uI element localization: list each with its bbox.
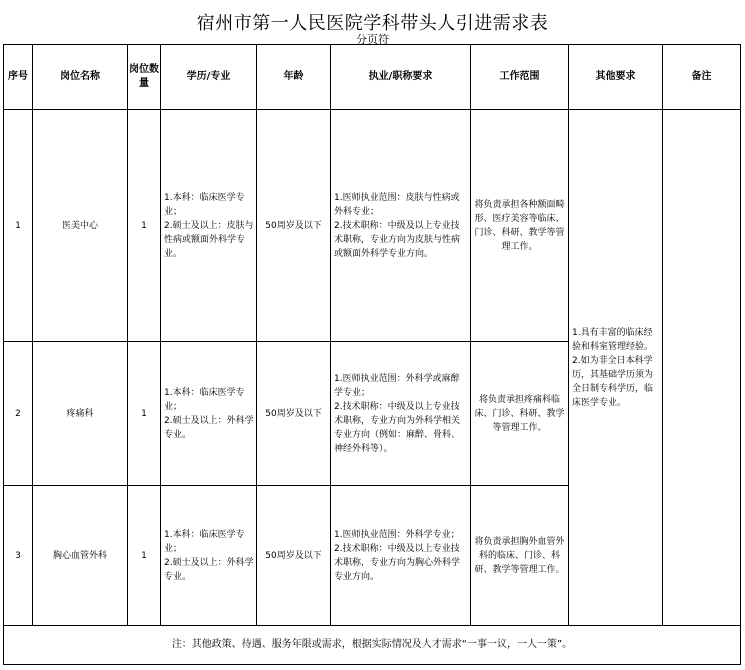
row-age: 50周岁及以下 (257, 342, 331, 486)
header-index: 序号 (4, 45, 33, 110)
cell-line: 1.医师执业范围：皮肤与性病或外科专业； (334, 192, 460, 217)
cell-line: 1.具有丰富的临床经验和科室管理经验。 (572, 327, 654, 352)
row-position: 疼痛科 (33, 342, 128, 486)
cell-line: 2.硕士及以上：外科学专业。 (164, 557, 254, 582)
page-title: 宿州市第一人民医院学科带头人引进需求表 (196, 13, 549, 34)
cell-line: 1.本科：临床医学专业； (164, 192, 245, 217)
row-scope: 将负责承担疼痛科临床、门诊、科研、教学等管理工作。 (471, 342, 569, 486)
cell-line: 2.硕士及以上：外科学专业。 (164, 415, 254, 440)
header-education: 学历/专业 (161, 45, 257, 110)
header-license: 执业/职称要求 (331, 45, 471, 110)
row-license (331, 342, 471, 486)
row-education (161, 342, 257, 486)
header-count: 岗位数量 (128, 45, 161, 110)
row-scope: 将负责承担各种额面畸形、医疗美容等临床、门诊、科研、教学等管理工作。 (471, 110, 569, 342)
header-position: 岗位名称 (33, 45, 128, 110)
header-other: 其他要求 (569, 45, 663, 110)
cell-line: 1.本科：临床医学专业； (164, 387, 245, 412)
row-education (161, 486, 257, 626)
row-age: 50周岁及以下 (257, 110, 331, 342)
cell-line: 1.医师执业范围：外科学或麻醉学专业； (334, 373, 460, 398)
row-education (161, 110, 257, 342)
row-count: 1 (128, 342, 161, 486)
cell-line: 2.技术职称：中级及以上专业技术职称，专业方向为胸心外科学专业方向。 (334, 543, 461, 582)
cell-line: 2.硕士及以上：皮肤与性病或额面外科学专业。 (164, 220, 254, 259)
note-row (4, 626, 741, 665)
row-scope: 将负责承担胸外血管外科的临床、门诊、科研、教学等管理工作。 (471, 486, 569, 626)
header-remark: 备注 (663, 45, 741, 110)
remark-cell (663, 110, 741, 626)
requirements-table (3, 44, 741, 665)
page-break-label: 分页符 (356, 33, 389, 46)
cell-line: 1.本科：临床医学专业； (164, 529, 245, 554)
cell-line: 2.技术职称：中级及以上专业技术职称，专业方向为外科学相关专业方向（例如：麻醉、骨科、神经外科等）。 (334, 401, 461, 454)
cell-line: 1.医师执业范围：外科学专业； (334, 529, 460, 540)
header-age: 年龄 (257, 45, 331, 110)
row-index: 1 (4, 110, 33, 342)
cell-line: 2.技术职称：中级及以上专业技术职称，专业方向为皮肤与性病或额面外科学专业方向。 (334, 220, 461, 259)
row-license (331, 486, 471, 626)
row-age: 50周岁及以下 (257, 486, 331, 626)
policy-note: 注：其他政策、待遇、服务年限或需求，根据实际情况及人才需求“一事一议，一人一策”。 (4, 626, 741, 665)
row-license (331, 110, 471, 342)
row-index: 3 (4, 486, 33, 626)
row-index: 2 (4, 342, 33, 486)
row-position: 胸心血管外科 (33, 486, 128, 626)
cell-line: 2.如为非全日本科学历，其基础学历须为全日制专科学历，临床医学专业。 (572, 355, 654, 408)
row-count: 1 (128, 110, 161, 342)
row-count: 1 (128, 486, 161, 626)
table-row (4, 110, 741, 342)
header-scope: 工作范围 (471, 45, 569, 110)
header-row (4, 45, 741, 110)
row-position: 医美中心 (33, 110, 128, 342)
other-requirements (569, 110, 663, 626)
